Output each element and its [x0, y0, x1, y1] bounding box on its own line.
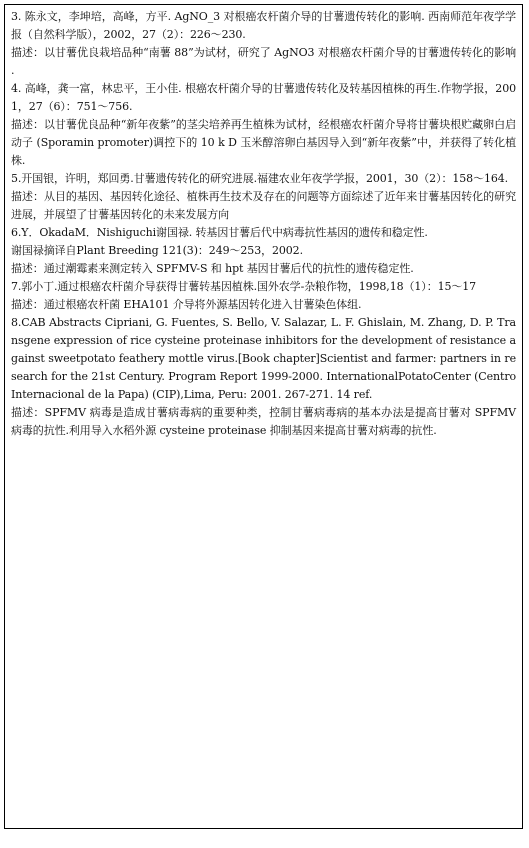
document-frame: [4, 4, 523, 829]
reference-7-description: 描述：通过根癌农杆菌 EHA101 介导将外源基因转化进入甘薯染色体组.: [11, 298, 362, 311]
reference-6-translator: 谢国禄摘译自Plant Breeding 121(3)：249～253，2002.: [11, 244, 303, 257]
reference-3-description: 描述：以甘薯优良栽培品种“南薯 88”为试材，研究了 AgNO3 对根癌农杆菌介导的甘薯遗传转化的影响 .: [11, 46, 516, 77]
reference-3: 3. 陈永文，李坤培，高峰，方平. AgNO_3 对根癌农杆菌介导的甘薯遗传转化的影响. 西南师范年夜学学报（自然科学版），2002，27（2）：226～230.: [11, 10, 516, 41]
reference-5-description: 描述：从目的基因、基因转化途径、植株再生技术及存在的问题等方面综述了近年来甘薯基因转化的研究进展，并展望了甘薯基因转化的未来发展方向: [11, 190, 516, 221]
reference-7: 7.郭小丁.通过根癌农杆菌介导获得甘薯转基因植株.国外农学-杂粮作物，1998,18（1）：15～17: [11, 280, 477, 293]
reference-8: 8.CAB Abstracts Cipriani, G. Fuentes, S. Bello, V. Salazar, L. F. Ghislain, M. Zhang, D. P. Transgene expression of rice cysteine proteinase inhibitors for the development of resistance against sweetpotato feathery mottle virus.[Book chapter]Scientist and farmer: partners in research for the 21st Century. Program Report 1999-2000. InternationalPotatoCenter (Centro Internacional de la Papa) (CIP),Lima, Peru: 2001. 267-271. 14 ref.: [11, 316, 516, 401]
reference-5: 5.开国银，许明，郑回勇.甘薯遗传转化的研究进展.福建农业年夜学学报，2001，30（2）：158～164.: [11, 172, 509, 185]
reference-6: 6.Y．OkadaM．Nishiguchi谢国禄. 转基因甘薯后代中病毒抗性基因的遗传和稳定性.: [11, 226, 428, 239]
reference-4-description: 描述：以甘薯优良品种“新年夜紫”的茎尖培养再生植株为试材，经根癌农杆菌介导将甘薯块根贮藏卵白启动子 (Sporamin promoter)调控下的 10 k D 玉米醇溶卵白基因导入到“新年夜紫”中，并获得了转化植株.: [11, 118, 516, 167]
reference-6-description: 描述：通过潮霉素来测定转入 SPFMV-S 和 hpt 基因甘薯后代的抗性的遗传稳定性.: [11, 262, 414, 275]
reference-8-description: 描述：SPFMV 病毒是造成甘薯病毒病的重要种类，控制甘薯病毒病的基本办法是提高甘薯对 SPFMV 病毒的抗性.利用导入水稻外源 cysteine proteinase 抑制基因来提高甘薯对病毒的抗性.: [11, 406, 516, 437]
reference-4: 4. 高峰，龚一富，林忠平，王小佳. 根癌农杆菌介导的甘薯遗传转化及转基因植株的再生.作物学报，2001，27（6）：751～756.: [11, 82, 516, 113]
